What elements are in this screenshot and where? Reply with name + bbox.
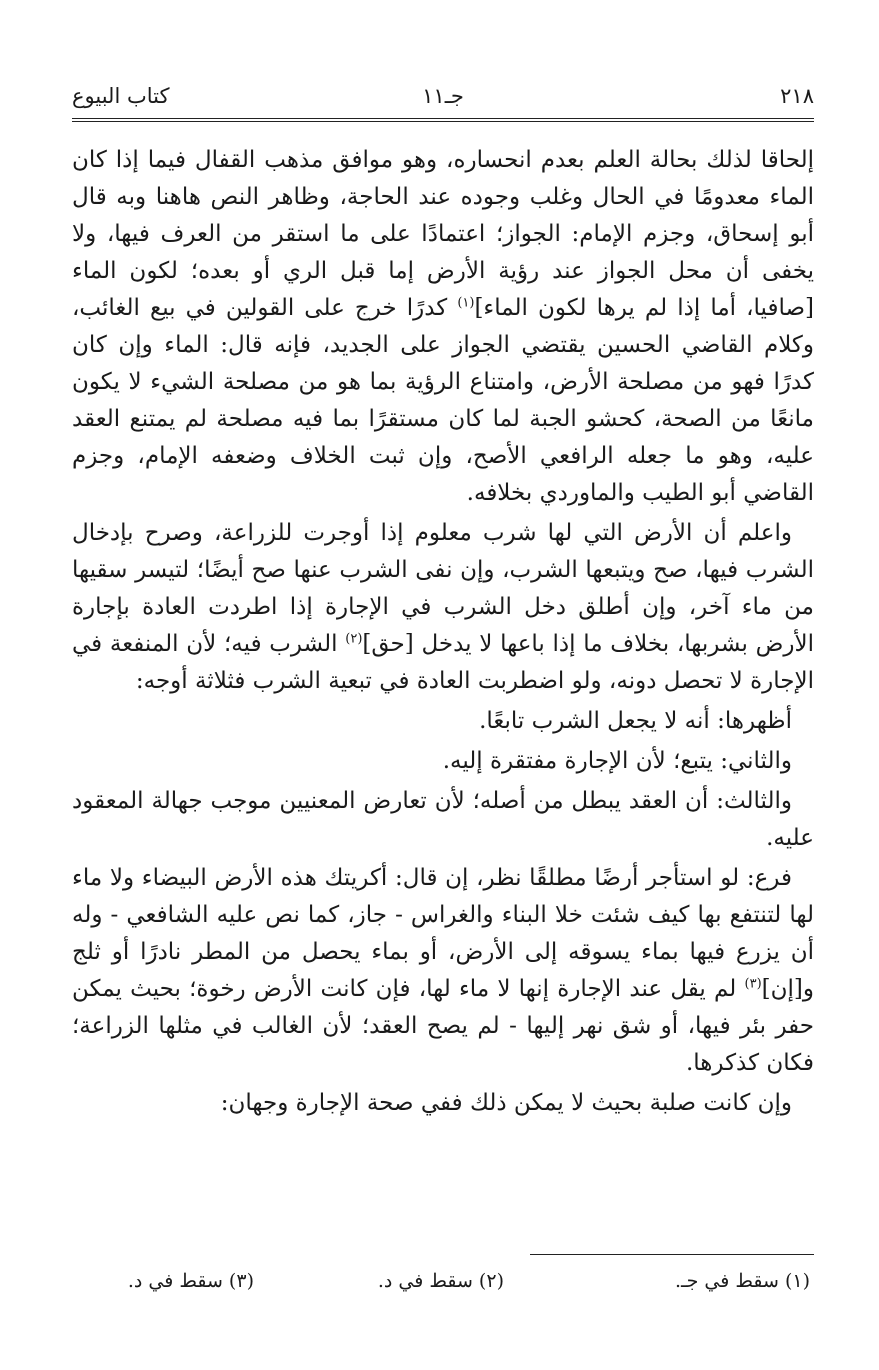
header-rule — [72, 118, 814, 122]
footnote: (٢) سقط في د. — [377, 1270, 504, 1292]
page-number: ٢١٨ — [780, 84, 814, 108]
main-text — [72, 142, 814, 1125]
paragraph: أظهرها: أنه لا يجعل الشرب تابعًا. — [479, 708, 792, 734]
footnote: (٣) سقط في د. — [127, 1270, 254, 1292]
paragraph: والثاني: يتبع؛ لأن الإجارة مفتقرة إليه. — [442, 748, 792, 774]
footnote-marker: (٣) — [744, 976, 762, 992]
volume-label: جـ١١ — [422, 84, 464, 108]
footnote-marker: (١) — [457, 295, 475, 311]
footnote-marker: (٢) — [345, 631, 363, 647]
footnote: (١) سقط في جـ. — [674, 1270, 810, 1292]
page-header — [72, 84, 814, 114]
paragraph: إلحاقا لذلك بحالة العلم بعدم انحساره، وهو موافق مذهب القفال فيما إذا كان الماء معدومًا في الحال وغلب وجوده عند الحاجة، وظاهر النص هاهنا وبه قال أبو إسحاق، وجزم الإمام: الجواز؛ اعتمادًا على ما استقر من العرف فيها، ولا يخفى أن محل الجواز عند رؤية الأرض إما قبل الري أو بعده؛ لكون الماء [صافيا، أما إذا لم يرها لكون الماء]$^{(١)}$ كدرًا خرج على القولين في بيع الغائب، وكلام القاضي الحسين يقتضي الجواز على الجديد، فإنه قال: الماء وإن كان كدرًا فهو من مصلحة الأرض، وامتناع الرؤية بما هو من مصلحة الشيء لا يكون مانعًا من الصحة، كحشو الجبة لما كان مستقرًا بما فيه مصلحة لم يمتنع العقد عليه، وهو ما جعله الرافعي الأصح، وإن ثبت الخلاف وضعفه الإمام، وجزم القاضي أبو الطيب والماوردي بخلافه. — [72, 147, 815, 506]
paragraph: فرع: لو استأجر أرضًا مطلقًا نظر، إن قال: أكريتك هذه الأرض البيضاء ولا ماء لها لتنتفع بها كيف شئت خلا البناء والغراس - جاز، كما نص عليه الشافعي - وله أن يزرع فيها بماء يسوقه إلى الأرض، أو بماء يحصل من المطر نادرًا أو ثلج و[إن]$^{(٣)}$ لم يقل عند الإجارة إنها لا ماء لها، فإن كانت الأرض رخوة؛ بحيث يمكن حفر بئر فيها، أو شق نهر إليها - لم يصح العقد؛ لأن الغالب في مثلها الزراعة؛ فكان كذكرها. — [72, 865, 814, 1076]
paragraph: والثالث: أن العقد يبطل من أصله؛ لأن تعارض المعنيين موجب جهالة المعقود عليه. — [72, 788, 814, 851]
paragraph: واعلم أن الأرض التي لها شرب معلوم إذا أوجرت للزراعة، وصرح بإدخال الشرب فيها، صح ويتبعها الشرب، وإن نفى الشرب عنها صح أيضًا؛ لتيسر سقيها من ماء آخر، وإن أطلق دخل الشرب في الإجارة إذا اطردت العادة بإجارة الأرض بشربها، بخلاف ما إذا باعها لا يدخل [حق]$^{(٢)}$ الشرب فيه؛ لأن المنفعة في الإجارة لا تحصل دونه، ولو اضطربت العادة في تبعية الشرب فثلاثة أوجه: — [72, 520, 814, 694]
footnote-rule — [530, 1254, 814, 1255]
paragraph: وإن كانت صلبة بحيث لا يمكن ذلك ففي صحة الإجارة وجهان: — [220, 1090, 792, 1116]
book-title: كتاب البيوع — [72, 84, 170, 108]
footnotes — [72, 1270, 814, 1300]
